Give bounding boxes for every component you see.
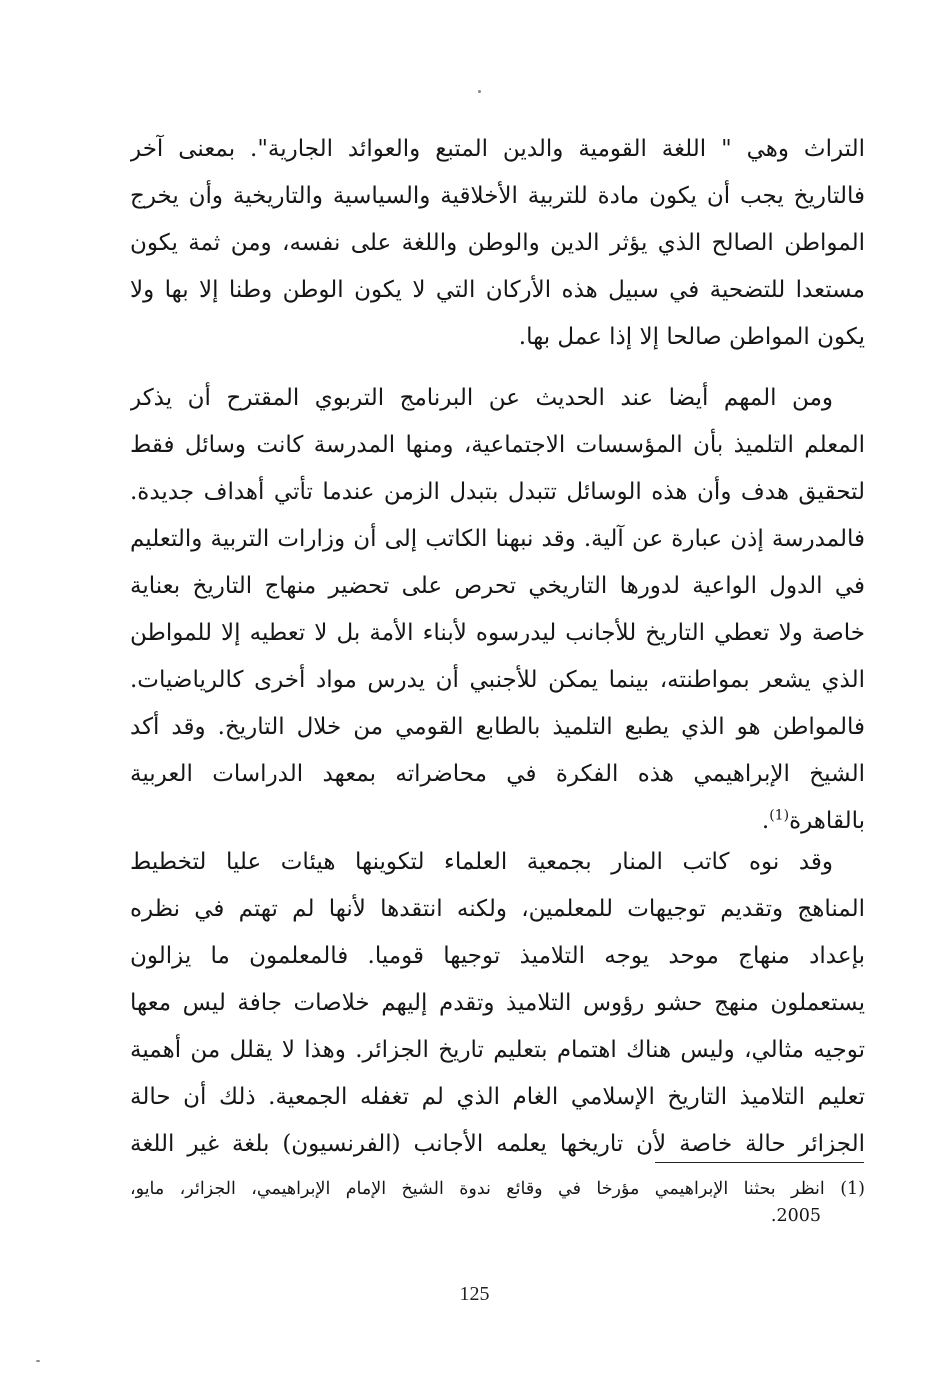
text-line: بإعداد منهاج موحد يوجه التلاميذ توجيها قوميا. فالمعلمون ما يزالون bbox=[130, 943, 865, 969]
text-line: توجيه مثالي، وليس هناك اهتمام بتعليم تاريخ الجزائر. وهذا لا يقلل من أهمية bbox=[130, 1037, 865, 1063]
text-line: الجزائر حالة خاصة لأن تاريخها يعلمه الأجانب (الفرنسيون) بلغة غير اللغة bbox=[130, 1131, 865, 1157]
paragraph-1 bbox=[130, 126, 865, 361]
footnote-reference: (1) bbox=[769, 807, 790, 824]
text-line: يكون المواطن صالحا إلا إذا عمل بها. bbox=[518, 324, 865, 350]
text-line: الشيخ الإبراهيمي هذه الفكرة في محاضراته بمعهد الدراسات العربية bbox=[130, 761, 865, 787]
text-fragment: بالقاهرة bbox=[789, 808, 865, 834]
text-line: الذي يشعر بمواطنته، بينما يمكن للأجنبي أن يدرس مواد أخرى كالرياضيات. bbox=[130, 667, 865, 693]
text-line: فالمدرسة إذن عبارة عن آلية. وقد نبهنا الكاتب إلى أن وزارات التربية والتعليم bbox=[130, 526, 865, 552]
footnote bbox=[130, 1176, 865, 1230]
text-line: المواطن الصالح الذي يؤثر الدين والوطن واللغة على نفسه، ومن ثمة يكون bbox=[130, 230, 865, 256]
scan-speck bbox=[36, 1360, 40, 1362]
footnote-separator bbox=[655, 1162, 864, 1163]
footnote-number: (1) bbox=[840, 1179, 865, 1199]
text-line: في الدول الواعية لدورها التاريخي تحرص على تحضير منهاج التاريخ بعناية bbox=[130, 573, 865, 599]
footnote-text: انظر بحثنا الإبراهيمي مؤرخا في وقائع ندوة الشيخ الإمام الإبراهيمي، الجزائر، مايو، bbox=[130, 1179, 825, 1199]
text-line: التراث وهي " اللغة القومية والدين المتبع والعوائد الجارية". بمعنى آخر bbox=[130, 136, 865, 162]
page-number: 125 bbox=[459, 1283, 490, 1305]
scan-speck bbox=[478, 90, 481, 93]
text-line: المعلم التلميذ بأن المؤسسات الاجتماعية، ومنها المدرسة كانت وسائل فقط bbox=[130, 432, 865, 458]
text-line: يستعملون منهج حشو رؤوس التلاميذ وتقدم إليهم خلاصات جافة ليس معها bbox=[130, 990, 865, 1016]
text-line: المناهج وتقديم توجيهات للمعلمين، ولكنه انتقدها لأنها لم تهتم في نظره bbox=[130, 896, 865, 922]
text-line: لتحقيق هدف وأن هذه الوسائل تتبدل بتبدل الزمن عندما تأتي أهداف جديدة. bbox=[130, 479, 865, 505]
text-line: وقد نوه كاتب المنار بجمعية العلماء لتكوينها هيئات عليا لتخطيط bbox=[130, 849, 833, 875]
paragraph-2 bbox=[130, 375, 865, 845]
text-line: فالمواطن هو الذي يطبع التلميذ بالطابع القومي من خلال التاريخ. وقد أكد bbox=[130, 714, 865, 740]
text-fragment: . bbox=[761, 808, 770, 834]
text-line: مستعدا للتضحية في سبيل هذه الأركان التي لا يكون الوطن وطنا إلا بها ولا bbox=[130, 277, 865, 303]
footnote-line bbox=[130, 1176, 865, 1203]
text-line: خاصة ولا تعطي التاريخ للأجانب ليدرسوه لأبناء الأمة بل لا تعطيه إلا للمواطن bbox=[130, 620, 865, 646]
text-line: فالتاريخ يجب أن يكون مادة للتربية الأخلاقية والسياسية والتاريخية وأن يخرج bbox=[130, 183, 865, 209]
paragraph-3 bbox=[130, 839, 865, 1168]
text-line-with-footnote-ref bbox=[130, 798, 865, 845]
text-line: تعليم التلاميذ التاريخ الإسلامي الغام الذي لم تغفله الجمعية. ذلك أن حالة bbox=[130, 1084, 865, 1110]
footnote-line-continued: 2005. bbox=[770, 1206, 821, 1226]
text-line: ومن المهم أيضا عند الحديث عن البرنامج التربوي المقترح أن يذكر bbox=[130, 385, 833, 411]
